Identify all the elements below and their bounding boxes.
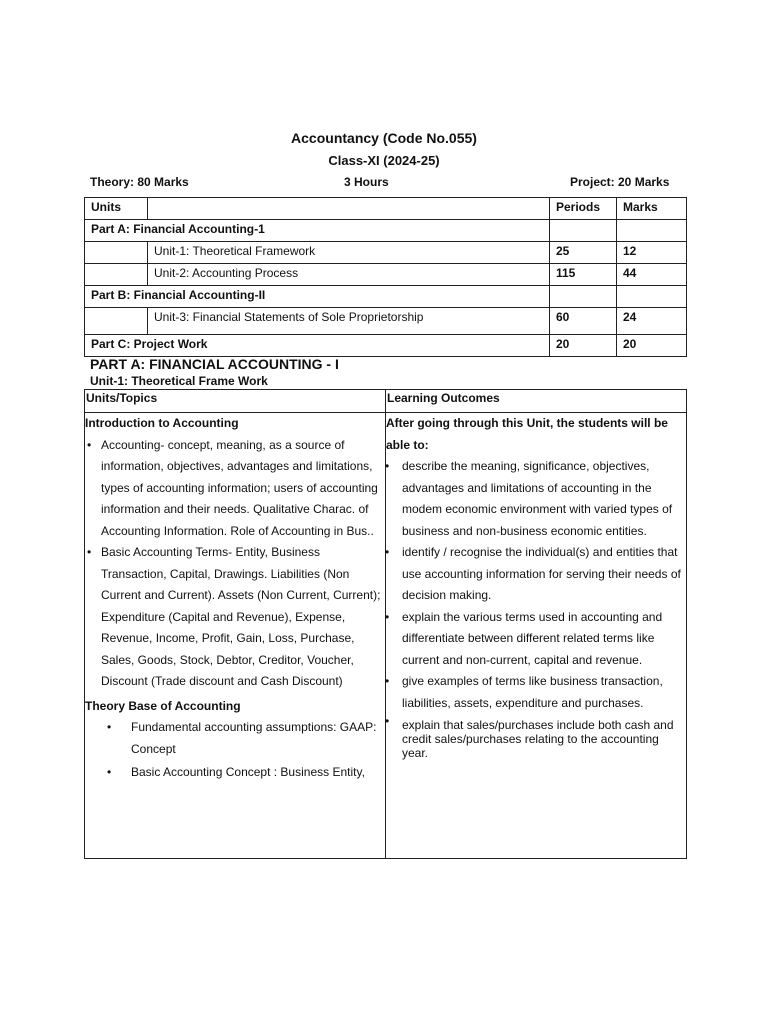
text-line: Sales, Goods, Stock, Debtor, Creditor, Voucher, [101,652,354,667]
table-row [85,242,687,264]
text-line: • Accounting- concept, meaning, as a source of [101,437,345,452]
blank-cell [617,220,687,242]
text-line: year. [402,746,429,760]
unit-marks: 44 [617,264,687,286]
table-row [85,390,687,413]
text-line: differentiate between different related terms like [402,631,655,645]
text-line: • explain the various terms used in accounting and [402,609,663,624]
table-row [85,220,687,242]
blank-cell [550,220,617,242]
text-line: types of accounting information; users of accounting [101,480,378,495]
text-line: liabilities, assets, expenditure and purchases. [402,695,644,710]
outcomes-cell [386,413,687,859]
text-line: information, objectives, advantages and limitations, [101,459,373,473]
text-line: modem economic environment with varied types of [402,502,673,516]
table-row [85,308,687,335]
list-item [386,542,686,607]
document-title: Accountancy (Code No.055) [291,130,477,146]
text-line: Accounting Information. Role of Accounting in Bus.. [101,523,374,538]
blank-cell [148,198,550,220]
text-line: • identify / recognise the individual(s) and entities that [402,545,678,559]
text-line: use accounting information for serving their needs of [402,566,681,581]
blank-cell [85,242,148,264]
unit-label: Unit-2: Accounting Process [148,264,550,286]
theory-marks: Theory: 80 Marks [90,175,189,189]
list-item [85,435,385,543]
text-line: information and their needs. Qualitative Charac. of [101,502,369,516]
list-item [85,717,385,760]
text-line: Current and Current). Assets (Non Current, Current); [101,588,381,602]
outcomes-header: Learning Outcomes [386,390,687,413]
topics-header: Units/Topics [85,390,386,413]
text-line: able to: [386,437,429,452]
part-b-label: Part B: Financial Accounting-II [85,286,550,308]
part-c-periods: 20 [550,335,617,357]
text-line: • Basic Accounting Terms- Entity, Business [101,545,320,559]
text-line: Expenditure (Capital and Revenue), Expense, [101,609,346,624]
list-item [85,762,385,784]
unit-periods: 25 [550,242,617,264]
table-row [85,286,687,308]
text-line: current and non-current, capital and revenue. [402,652,643,667]
unit-marks: 24 [617,308,687,335]
outcomes-intro [386,413,686,456]
topics-outcomes-table [84,389,687,859]
text-line: • describe the meaning, significance, objectives, [402,459,650,473]
unit-label: Unit-3: Financial Statements of Sole Proprietorship [148,308,550,335]
text-line: • explain that sales/purchases include both cash and [402,718,674,732]
list-item [386,607,686,672]
unit-periods: 60 [550,308,617,335]
unit-marks: 12 [617,242,687,264]
class-label: Class-XI (2024-25) [328,153,440,168]
topics-cell [85,413,386,859]
table-row [85,413,687,859]
text-line: credit sales/purchases relating to the accounting [402,732,659,746]
text-line: Transaction, Capital, Drawings. Liabilities (Non [101,566,350,581]
text-line: Revenue, Income, Profit, Gain, Loss, Purchase, [101,631,355,645]
topic-heading: Theory Base of Accounting [85,698,241,713]
text-line: decision making. [402,588,492,602]
blank-cell [85,264,148,286]
unit-label: Unit-1: Theoretical Framework [148,242,550,264]
periods-header: Periods [550,198,617,220]
text-line: • Basic Accounting Concept : Business Entity, [131,765,365,779]
project-marks: Project: 20 Marks [570,175,670,189]
text-line: business and non-business economic entities. [402,523,647,538]
duration: 3 Hours [344,175,389,189]
list-item [85,542,385,693]
topic-heading: Introduction to Accounting [85,416,239,430]
text-line: • Fundamental accounting assumptions: GAAP: [131,720,377,734]
blank-cell [617,286,687,308]
units-header: Units [85,198,148,220]
marks-summary-table [84,197,687,357]
part-c-marks: 20 [617,335,687,357]
unit-periods: 115 [550,264,617,286]
text-line: Concept [131,741,176,756]
list-item [386,714,686,760]
text-line: After going through this Unit, the students will be [386,416,668,430]
list-item [386,671,686,714]
blank-cell [85,308,148,335]
blank-cell [550,286,617,308]
text-line: Discount (Trade discount and Cash Discount) [101,674,343,688]
table-row [85,264,687,286]
table-row [85,335,687,357]
marks-header: Marks [617,198,687,220]
part-a-label: Part A: Financial Accounting-1 [85,220,550,242]
part-c-label: Part C: Project Work [85,335,550,357]
list-item [386,456,686,542]
table-row [85,198,687,220]
section-title: PART A: FINANCIAL ACCOUNTING - I [90,356,339,372]
text-line: advantages and limitations of accounting in the [402,480,652,495]
text-line: • give examples of terms like business transaction, [402,674,663,688]
unit-title: Unit-1: Theoretical Frame Work [90,374,268,388]
